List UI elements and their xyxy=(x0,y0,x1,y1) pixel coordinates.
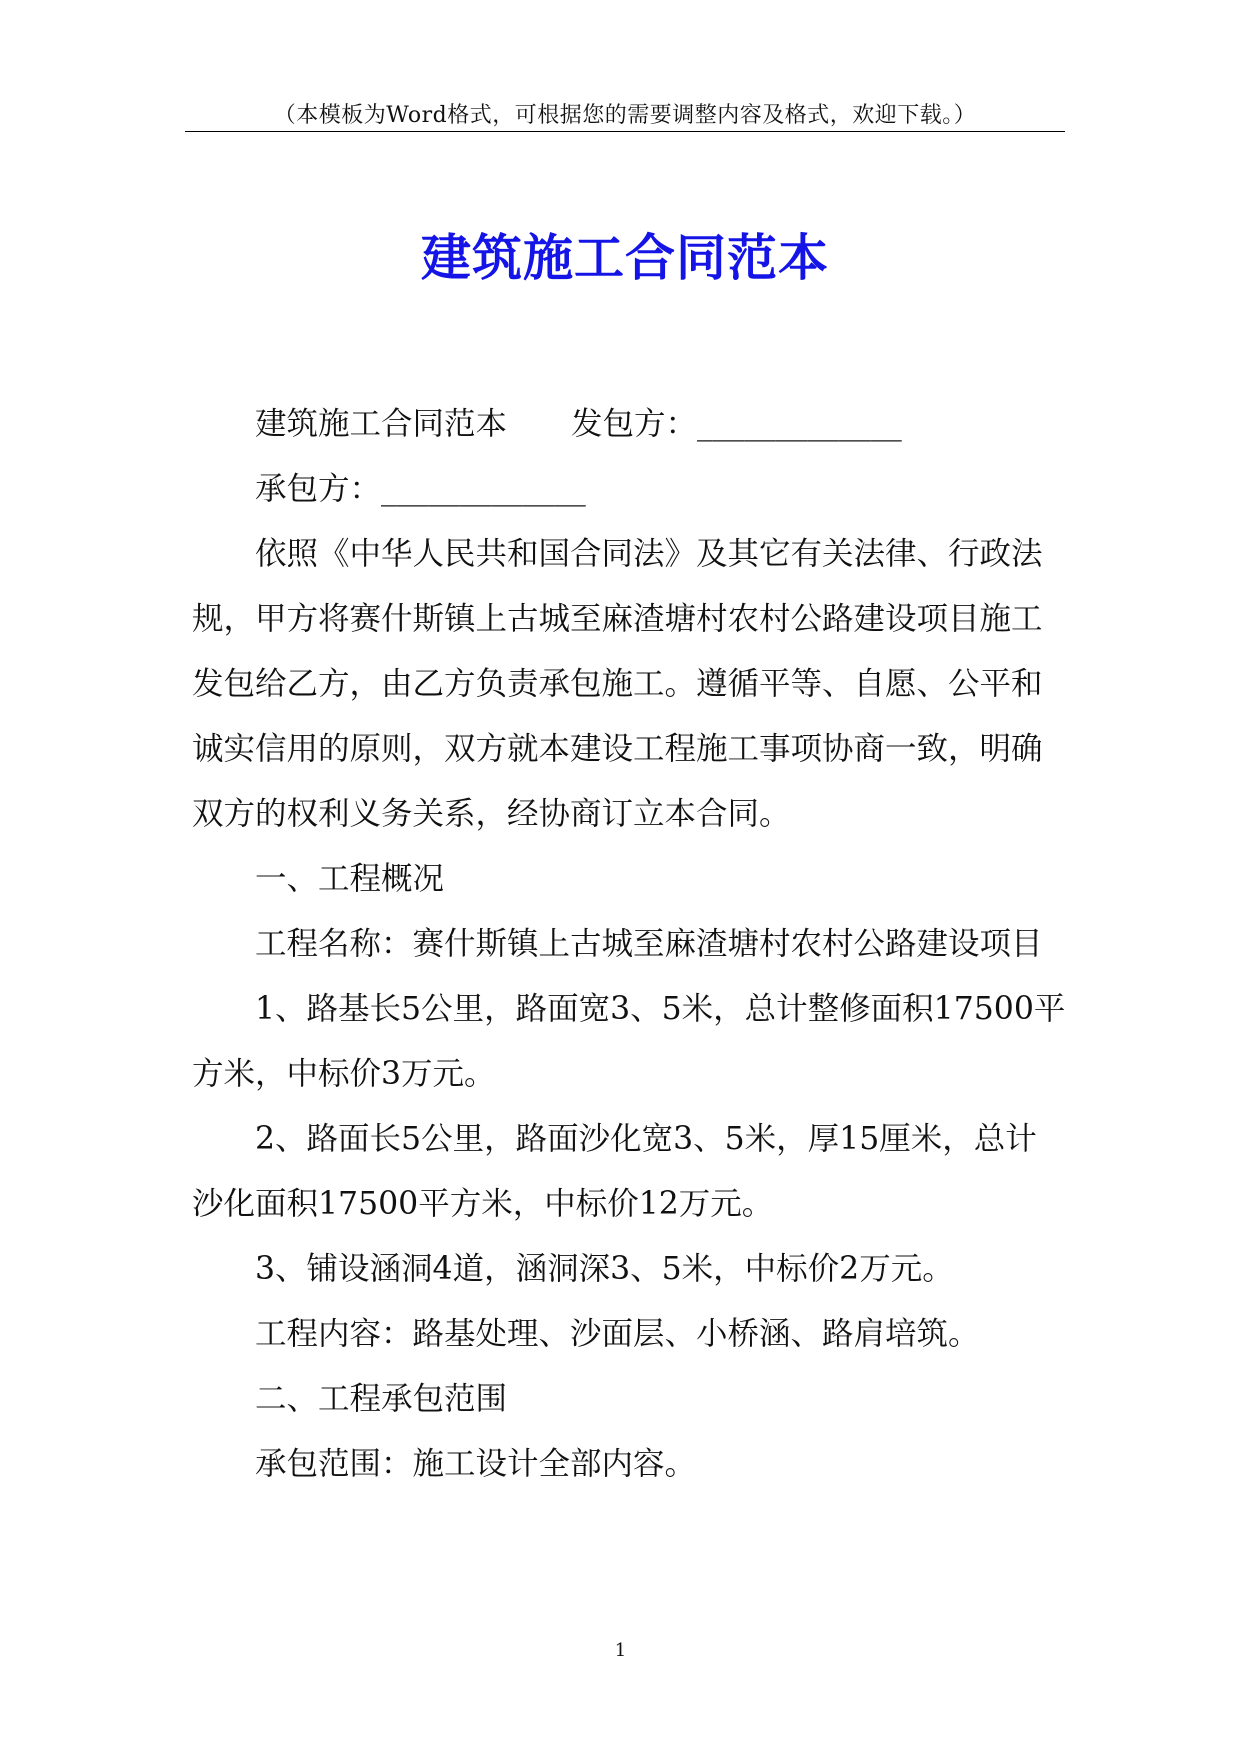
page-number: 1 xyxy=(614,1640,627,1661)
intro-label: 建筑施工合同范本 xyxy=(255,406,508,442)
intro-line xyxy=(192,392,1068,457)
scope-paragraph: 承包范围：施工设计全部内容。 xyxy=(255,1446,697,1482)
project-content-paragraph: 工程内容：路基处理、沙面层、小桥涵、路肩培筑。 xyxy=(255,1316,980,1352)
project-name-paragraph: 工程名称：赛什斯镇上古城至麻渣塘村农村公路建设项目 xyxy=(255,926,1043,962)
document-title: 建筑施工合同范本 xyxy=(421,228,829,287)
item-3-paragraph: 3、铺设涵洞4道，涵洞深3、5米，中标价2万元。 xyxy=(255,1251,954,1287)
item-2-paragraph: 2、路面长5公里，路面沙化宽3、5米，厚15厘米，总计沙化面积17500平方米，中标价12万元。 xyxy=(192,1121,1037,1222)
item-1-paragraph: 1、路基长5公里，路面宽3、5米，总计整修面积17500平方米，中标价3万元。 xyxy=(192,991,1066,1092)
document-body xyxy=(192,392,1068,1497)
section-heading-overview: 一、工程概况 xyxy=(255,861,445,897)
header-note: （本模板为Word格式，可根据您的需要调整内容及格式，欢迎下载。） xyxy=(273,103,977,128)
section-heading-scope: 二、工程承包范围 xyxy=(255,1381,508,1417)
contractor-party-field: 承包方：_____________ xyxy=(255,471,586,507)
preamble-paragraph: 依照《中华人民共和国合同法》及其它有关法律、行政法规，甲方将赛什斯镇上古城至麻渣塘村农村公路建设项目施工发包给乙方，由乙方负责承包施工。遵循平等、自愿、公平和诚实信用的原则，双方就本建设工程施工事项协商一致，明确双方的权利义务关系，经协商订立本合同。 xyxy=(192,536,1043,832)
header-divider xyxy=(185,131,1065,132)
client-party-field: 发包方：_____________ xyxy=(571,406,902,442)
